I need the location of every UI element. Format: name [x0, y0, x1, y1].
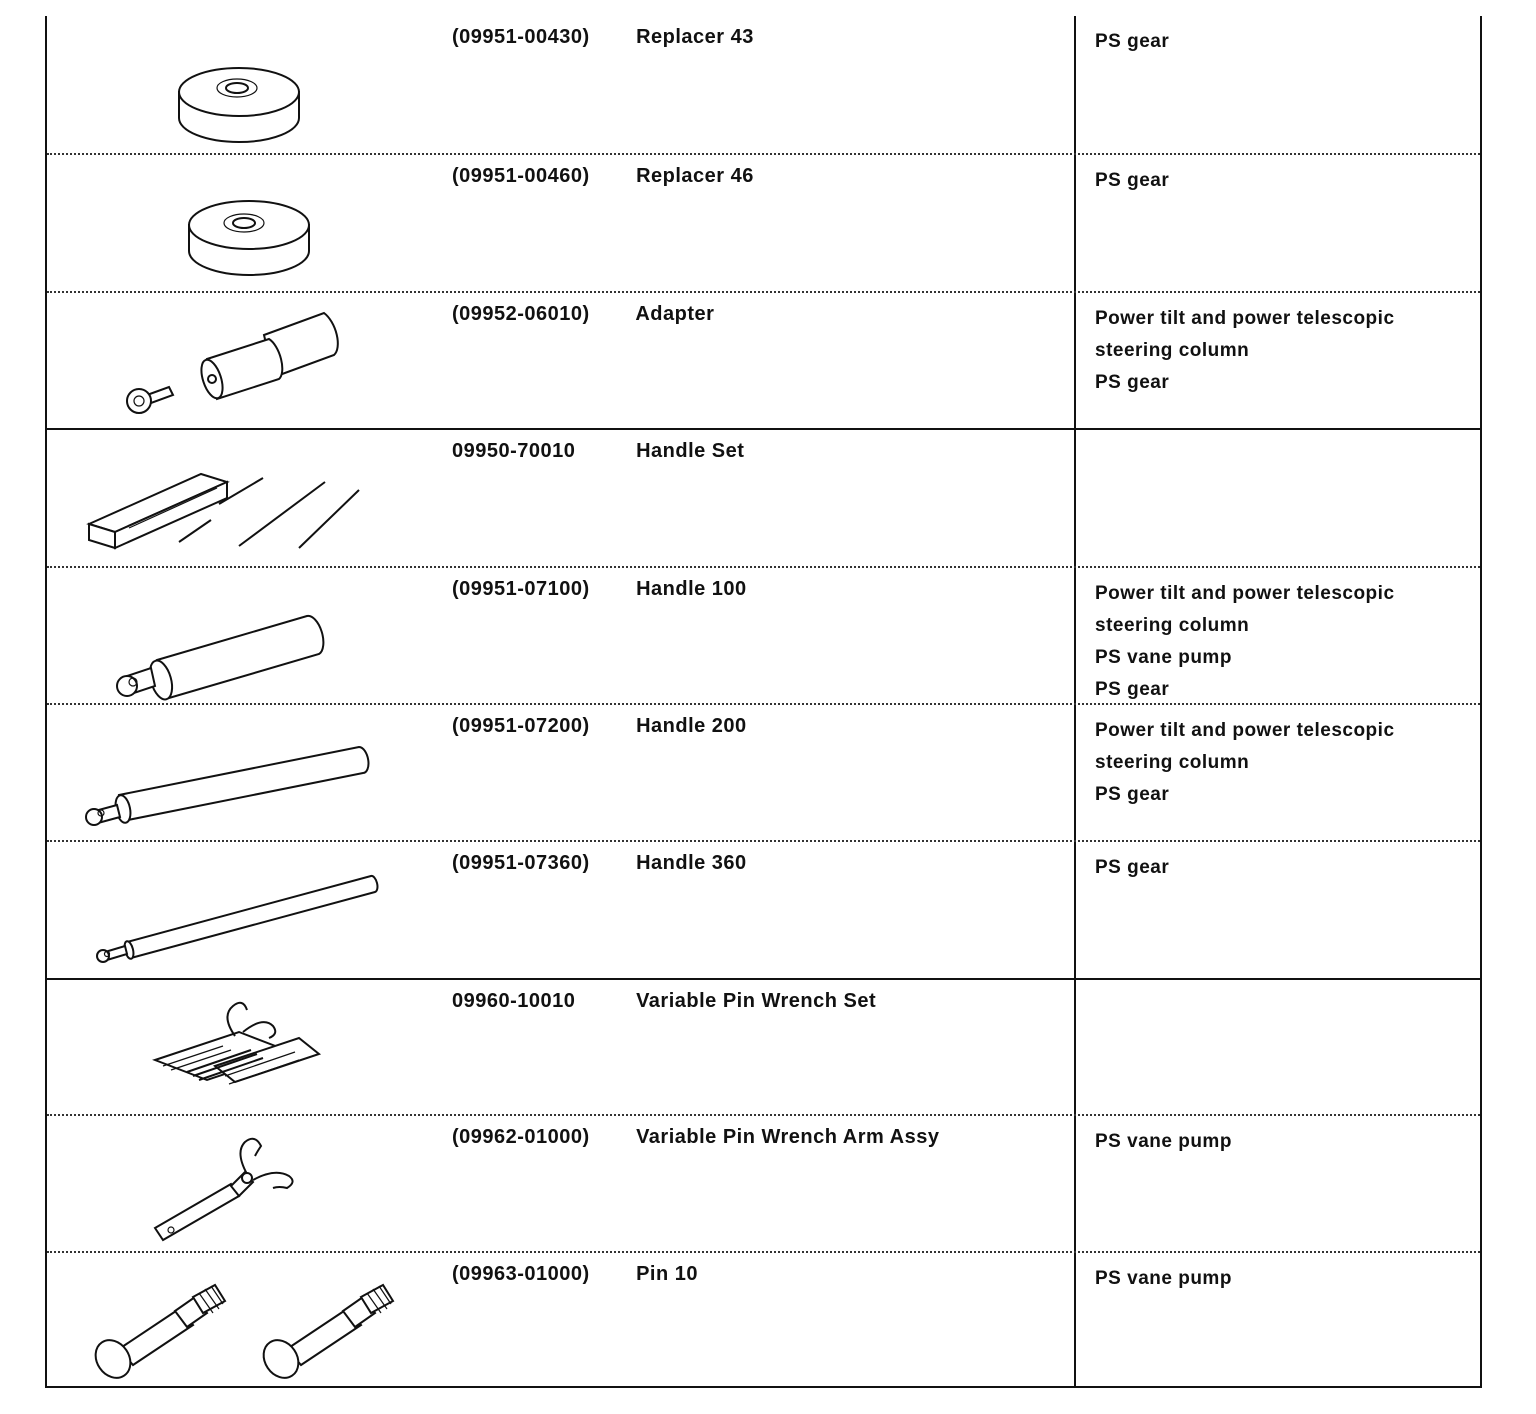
tool-name: Handle 360	[636, 852, 747, 874]
tool-row	[47, 16, 1480, 153]
tool-row	[47, 840, 1480, 978]
tool-uses	[1095, 1126, 1232, 1158]
tool-part	[452, 440, 744, 463]
tool-name: Handle 100	[636, 578, 747, 600]
tool-uses	[1095, 578, 1395, 706]
tool-name: Variable Pin Wrench Set	[636, 990, 877, 1012]
use-item: PS vane pump	[1095, 647, 1232, 668]
part-number: 09950-70010	[452, 440, 576, 462]
use-item: PS gear	[1095, 857, 1170, 878]
use-item: steering column	[1095, 752, 1250, 773]
use-item: steering column	[1095, 615, 1250, 636]
tool-uses	[1095, 26, 1169, 58]
part-number: (09951-00460)	[452, 165, 590, 187]
part-number: (09951-07100)	[452, 578, 590, 600]
tool-name: Replacer 46	[636, 165, 754, 187]
disc-replacer-icon	[67, 24, 427, 144]
tool-part	[452, 165, 754, 188]
adapter-icon	[67, 301, 427, 421]
tool-uses	[1095, 1263, 1232, 1295]
tool-part	[452, 303, 714, 326]
tool-name: Handle 200	[636, 715, 747, 737]
use-item: PS gear	[1095, 784, 1170, 805]
tool-uses	[1095, 165, 1169, 197]
tool-row	[47, 703, 1480, 840]
use-item: steering column	[1095, 340, 1250, 361]
use-item: Power tilt and power telescopic	[1095, 720, 1395, 741]
tool-part	[452, 578, 747, 601]
tool-uses	[1095, 303, 1395, 399]
tool-name: Handle Set	[636, 440, 745, 462]
tool-row	[47, 978, 1480, 1114]
use-item: PS gear	[1095, 170, 1170, 191]
use-item: PS vane pump	[1095, 1131, 1232, 1152]
tool-row	[47, 153, 1480, 291]
tools-table	[45, 16, 1482, 1388]
part-number: (09951-07200)	[452, 715, 590, 737]
use-item: PS gear	[1095, 372, 1170, 393]
use-item: Power tilt and power telescopic	[1095, 308, 1395, 329]
tool-name: Pin 10	[636, 1263, 698, 1285]
pin-wrench-arm-icon	[67, 1124, 427, 1244]
tool-part	[452, 26, 754, 49]
handle-icon	[67, 850, 427, 970]
tool-part	[452, 1126, 939, 1149]
tool-name: Adapter	[635, 303, 715, 325]
part-number: (09952-06010)	[452, 303, 590, 325]
tool-part	[452, 1263, 698, 1286]
part-number: (09963-01000)	[452, 1263, 590, 1285]
part-number: (09951-07360)	[452, 852, 590, 874]
tool-row	[47, 1251, 1480, 1388]
tool-part	[452, 852, 747, 875]
part-number: 09960-10010	[452, 990, 576, 1012]
tool-uses	[1095, 852, 1169, 884]
tool-name: Replacer 43	[636, 26, 754, 48]
tool-row	[47, 291, 1480, 428]
disc-replacer-icon	[67, 163, 427, 283]
use-item: Power tilt and power telescopic	[1095, 583, 1395, 604]
use-item: PS gear	[1095, 679, 1170, 700]
part-number: (09951-00430)	[452, 26, 590, 48]
pin-icon	[67, 1261, 427, 1381]
tool-name: Variable Pin Wrench Arm Assy	[636, 1126, 940, 1148]
handle-icon	[67, 576, 427, 696]
use-item: PS vane pump	[1095, 1268, 1232, 1289]
tool-row	[47, 566, 1480, 703]
part-number: (09962-01000)	[452, 1126, 590, 1148]
handle-icon	[67, 713, 427, 833]
tool-uses	[1095, 715, 1395, 811]
handle-set-icon	[67, 438, 427, 558]
tool-row	[47, 428, 1480, 566]
use-item: PS gear	[1095, 31, 1170, 52]
tool-part	[452, 990, 876, 1013]
tool-row	[47, 1114, 1480, 1251]
pin-wrench-set-icon	[67, 988, 427, 1108]
tool-part	[452, 715, 747, 738]
